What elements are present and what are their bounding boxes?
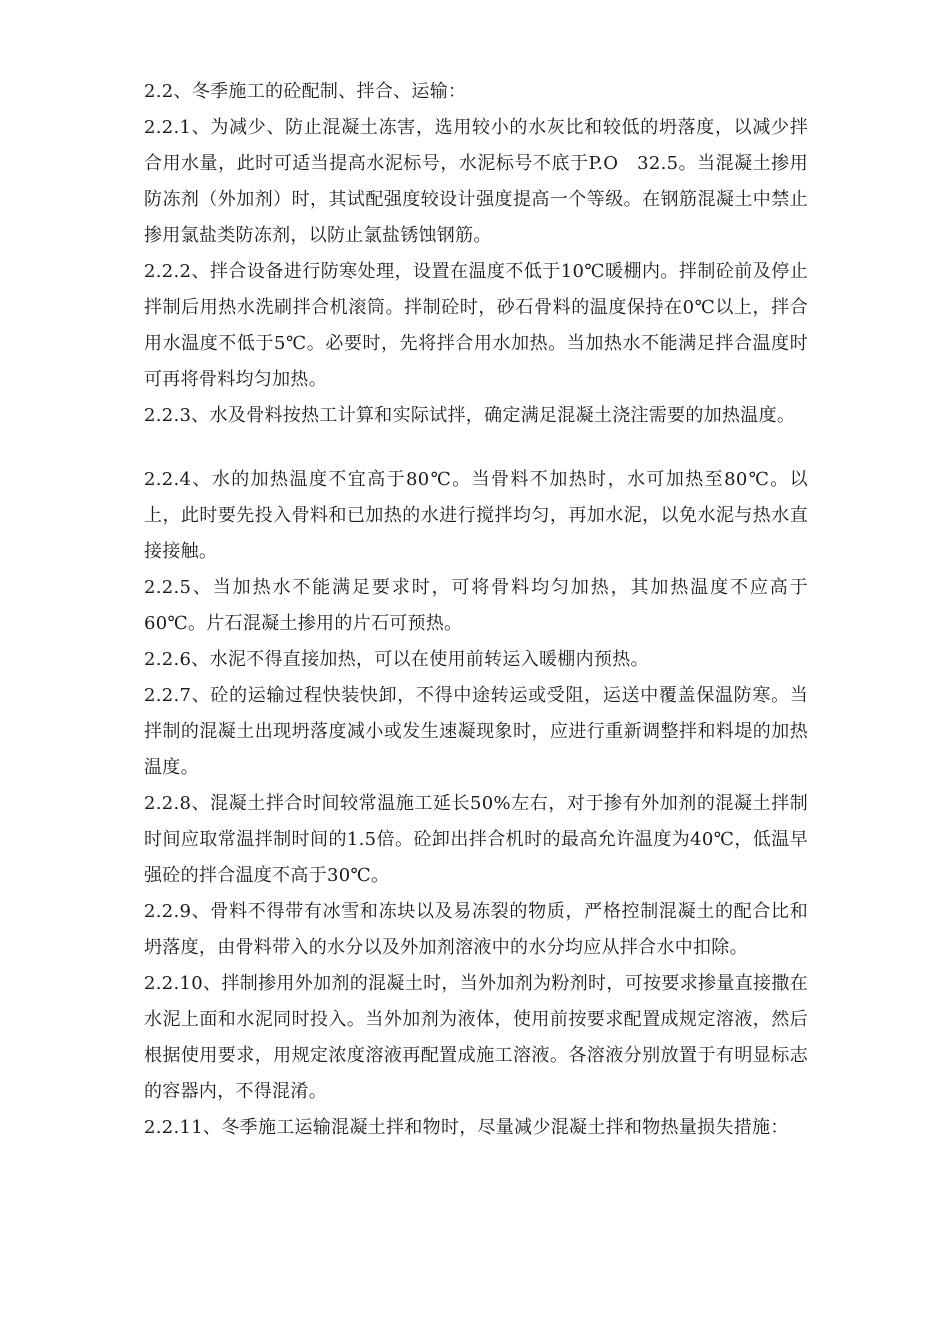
paragraph-2-2-5: 2.2.5、当加热水不能满足要求时，可将骨料均匀加热，其加热温度不应高于60℃。片石混凝土掺用的片石可预热。: [144, 577, 808, 634]
paragraph-2-2-4: 2.2.4、水的加热温度不宜高于80℃。当骨料不加热时，水可加热至80℃。以上，此时要先投入骨料和已加热的水进行搅拌均匀，再加水泥，以免水泥与热水直接接触。: [144, 469, 808, 562]
paragraph-2-2-11: 2.2.11、冬季施工运输混凝土拌和物时，尽量减少混凝土拌和物热量损失措施：: [144, 1117, 789, 1138]
paragraph-2-2-10: 2.2.10、拌制掺用外加剂的混凝土时，当外加剂为粉剂时，可按要求掺量直接撒在水泥上面和水泥同时投入。当外加剂为液体，使用前按要求配置成规定溶液，然后根据使用要求，用规定浓度溶液再配置成施工溶液。各溶液分别放置于有明显标志的容器内，不得混淆。: [144, 973, 808, 1102]
paragraph-2-2-9: 2.2.9、骨料不得带有冰雪和冻块以及易冻裂的物质，严格控制混凝土的配合比和坍落度，由骨料带入的水分以及外加剂溶液中的水分均应从拌合水中扣除。: [144, 901, 808, 958]
paragraph-2-2-3: 2.2.3、水及骨料按热工计算和实际试拌，确定满足混凝土浇注需要的加热温度。: [144, 405, 796, 426]
paragraph-2-2-8: 2.2.8、混凝土拌合时间较常温施工延长50%左右，对于掺有外加剂的混凝土拌制时间应取常温拌制时间的1.5倍。砼卸出拌合机时的最高允许温度为40℃，低温早强砼的拌合温度不高于30℃。: [144, 793, 808, 886]
paragraph-2-2-6: 2.2.6、水泥不得直接加热，可以在使用前转运入暖棚内预热。: [144, 649, 649, 670]
paragraph-2-2-7: 2.2.7、砼的运输过程快装快卸，不得中途转运或受阻，运送中覆盖保温防寒。当拌制的混凝土出现坍落度减小或发生速凝现象时，应进行重新调整拌和料堤的加热温度。: [144, 685, 808, 778]
document-body: [144, 74, 808, 1146]
paragraph-2-2-2: 2.2.2、拌合设备进行防寒处理，设置在温度不低于10℃暖棚内。拌制砼前及停止拌制后用热水洗刷拌合机滚筒。拌制砼时，砂石骨料的温度保持在0℃以上，拌合用水温度不低于5℃。必要时，先将拌合用水加热。当加热水不能满足拌合温度时可再将骨料均匀加热。: [144, 261, 808, 390]
section-heading-2-2: 2.2、冬季施工的砼配制、拌合、运输：: [144, 81, 467, 102]
paragraph-2-2-1: 2.2.1、为减少、防止混凝土冻害，选用较小的水灰比和较低的坍落度，以减少拌合用水量，此时可适当提高水泥标号，水泥标号不底于P.O 32.5。当混凝土掺用防冻剂（外加剂）时，其试配强度较设计强度提高一个等级。在钢筋混凝土中禁止掺用氯盐类防冻剂，以防止氯盐锈蚀钢筋。: [144, 117, 808, 246]
